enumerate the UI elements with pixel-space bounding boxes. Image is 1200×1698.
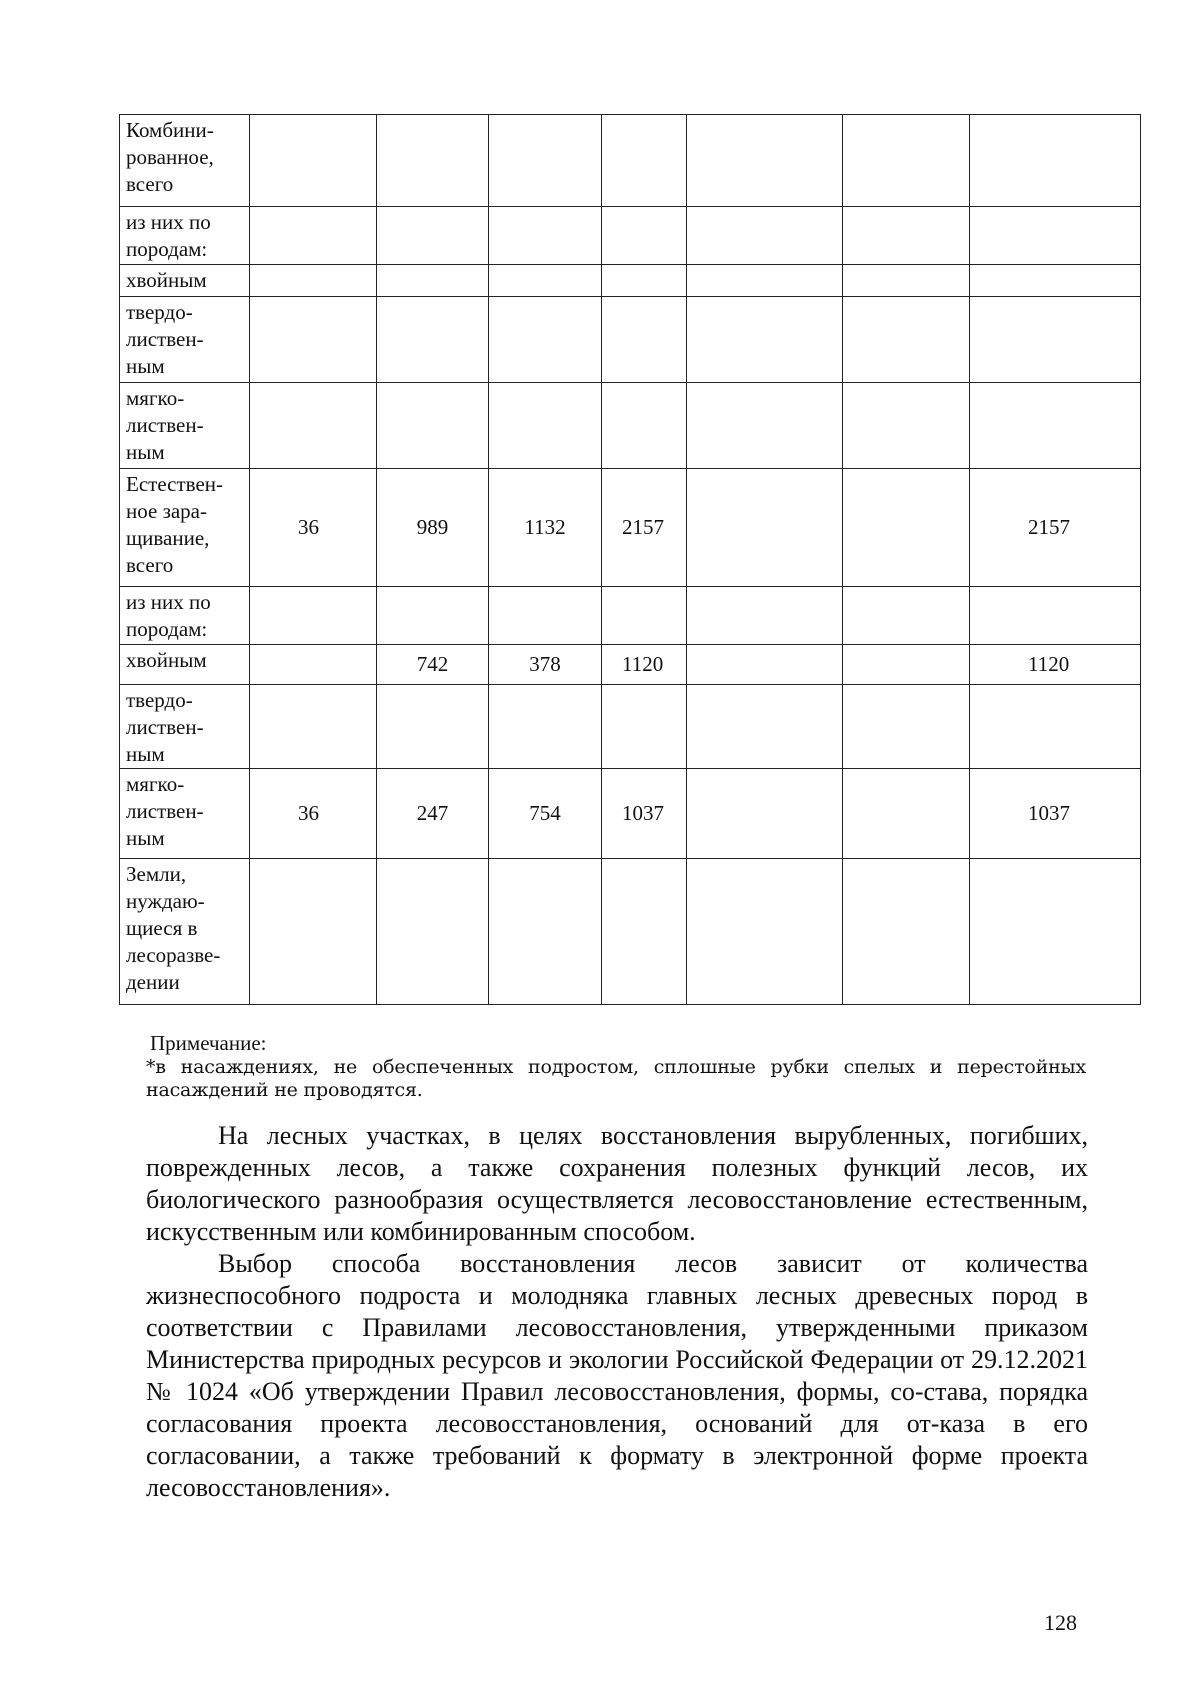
table-cell — [250, 115, 377, 207]
table-cell — [377, 207, 489, 265]
table-cell: 742 — [377, 645, 489, 685]
table-cell: 754 — [489, 769, 602, 859]
row-label: мягко- листвен- ным — [120, 769, 250, 859]
table-row — [120, 383, 1141, 469]
table-cell — [970, 265, 1141, 297]
table-cell — [489, 685, 602, 769]
table-cell — [250, 265, 377, 297]
table-cell — [489, 265, 602, 297]
table-cell — [843, 859, 970, 1005]
table-cell — [970, 685, 1141, 769]
table-cell — [843, 769, 970, 859]
table-cell: 1120 — [602, 645, 687, 685]
table-cell: 378 — [489, 645, 602, 685]
table-cell — [602, 685, 687, 769]
table-cell — [602, 265, 687, 297]
note-title: Примечание: — [150, 1031, 267, 1055]
table-cell — [843, 115, 970, 207]
table-cell — [602, 115, 687, 207]
note-block — [146, 1030, 1086, 1102]
table-cell: 2157 — [970, 469, 1141, 587]
table-cell — [687, 207, 843, 265]
table-cell — [250, 685, 377, 769]
table-row — [120, 769, 1141, 859]
table-cell: 2157 — [602, 469, 687, 587]
table-cell — [843, 383, 970, 469]
table-cell — [250, 645, 377, 685]
row-label: хвойным — [120, 265, 250, 297]
table-cell — [377, 115, 489, 207]
table-cell — [970, 383, 1141, 469]
table-cell — [602, 587, 687, 645]
table-cell — [970, 115, 1141, 207]
table-cell — [602, 297, 687, 383]
table-cell — [843, 265, 970, 297]
table-cell — [489, 383, 602, 469]
page-number: 128 — [1044, 1610, 1077, 1635]
table-cell — [377, 685, 489, 769]
table-cell — [377, 383, 489, 469]
table-cell — [970, 207, 1141, 265]
paragraph-1: На лесных участках, в целях восстановления вырубленных, погибших, поврежденных лесов, а также сохранения полезных функций лесов, их биологического разнообразия осуществляется лесовосстановление естественным, искусственным или комбинированным способом. — [146, 1121, 1088, 1246]
table-cell: 247 — [377, 769, 489, 859]
table-row — [120, 469, 1141, 587]
table-cell — [843, 645, 970, 685]
row-label: из них по породам: — [120, 207, 250, 265]
table-row — [120, 265, 1141, 297]
forest-restoration-table — [119, 114, 1141, 1005]
table-cell — [250, 859, 377, 1005]
table-cell — [250, 383, 377, 469]
row-label: твердо- листвен- ным — [120, 297, 250, 383]
table-cell: 1132 — [489, 469, 602, 587]
table-cell — [377, 265, 489, 297]
table-cell — [250, 207, 377, 265]
table-cell — [489, 297, 602, 383]
table-cell: 1037 — [602, 769, 687, 859]
table-cell — [489, 587, 602, 645]
table-cell: 36 — [250, 469, 377, 587]
table-cell — [843, 685, 970, 769]
table-cell — [970, 587, 1141, 645]
table-row — [120, 587, 1141, 645]
table-cell — [602, 859, 687, 1005]
table-cell — [602, 383, 687, 469]
table-cell — [602, 207, 687, 265]
table-cell: 36 — [250, 769, 377, 859]
note-text: *в насаждениях, не обеспеченных подростом, сплошные рубки спелых и перестойных насаждений не проводятся. — [146, 1056, 1086, 1101]
row-label: твердо- листвен- ным — [120, 685, 250, 769]
table-cell — [970, 297, 1141, 383]
row-label: Земли, нуждаю- щиеся в лесоразве- дении — [120, 859, 250, 1005]
table-cell — [970, 859, 1141, 1005]
row-label: Естествен- ное зара- щивание, всего — [120, 469, 250, 587]
row-label: мягко- листвен- ным — [120, 383, 250, 469]
table-cell — [843, 469, 970, 587]
table-cell — [687, 297, 843, 383]
table-cell — [250, 297, 377, 383]
table-cell — [687, 383, 843, 469]
table-row — [120, 645, 1141, 685]
table-cell — [687, 265, 843, 297]
table-cell — [843, 207, 970, 265]
table-body — [120, 115, 1141, 1005]
table-cell — [687, 685, 843, 769]
row-label: из них по породам: — [120, 587, 250, 645]
table-cell — [687, 769, 843, 859]
table-cell — [687, 469, 843, 587]
table-row — [120, 685, 1141, 769]
table-cell: 989 — [377, 469, 489, 587]
table-cell — [687, 645, 843, 685]
table-cell — [377, 297, 489, 383]
table-cell: 1120 — [970, 645, 1141, 685]
table-cell — [843, 587, 970, 645]
table-cell — [489, 207, 602, 265]
table-cell — [377, 859, 489, 1005]
table-cell — [687, 115, 843, 207]
row-label: хвойным — [120, 645, 250, 685]
table-cell — [489, 115, 602, 207]
table-cell — [489, 859, 602, 1005]
table-cell — [687, 587, 843, 645]
table-row — [120, 207, 1141, 265]
table-cell — [250, 587, 377, 645]
table-row — [120, 297, 1141, 383]
row-label: Комбини- рованное, всего — [120, 115, 250, 207]
table-cell — [843, 297, 970, 383]
table-cell — [687, 859, 843, 1005]
table-cell: 1037 — [970, 769, 1141, 859]
paragraph-2: Выбор способа восстановления лесов зависит от количества жизнеспособного подроста и молодняка главных лесных древесных пород в соответствии с Правилами лесовосстановления, утвержденными приказом Министерства природных ресурсов и экологии Российской Федерации от 29.12.2021 № 1024 «Об утверждении Правил лесовосстановления, формы, со-става, порядка согласования проекта лесовосстановления, оснований для от-каза в его согласовании, а также требований к формату в электронной форме проекта лесовосстановления». — [146, 1249, 1088, 1502]
table-row — [120, 859, 1141, 1005]
table-row — [120, 115, 1141, 207]
table-cell — [377, 587, 489, 645]
